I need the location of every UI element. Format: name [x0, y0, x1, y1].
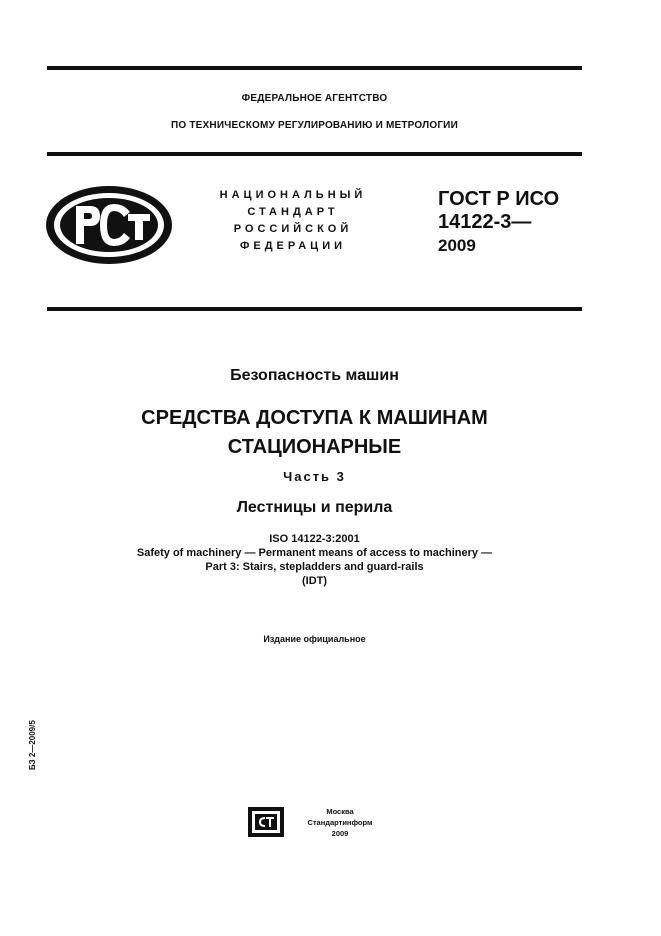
title-line-1: СРЕДСТВА ДОСТУПА К МАШИНАМ — [141, 407, 488, 429]
edition-label: Издание официальное — [263, 634, 366, 644]
gost-line-1: ГОСТ Р ИСО — [438, 188, 560, 210]
standard-rule — [47, 307, 582, 311]
header-rule — [47, 152, 582, 156]
national-line-4: ФЕДЕРАЦИИ — [239, 240, 347, 252]
subtitle: Безопасность машин — [230, 367, 399, 384]
publisher-block — [292, 806, 388, 839]
rst-logo-icon — [44, 184, 174, 266]
iso-title-line-2: Part 3: Stairs, stepladders and guard-rails — [205, 561, 424, 573]
iso-idt: (IDT) — [301, 575, 328, 587]
gost-designation — [438, 188, 588, 257]
iso-title-line-1: Safety of machinery — Permanent means of access to machinery — — [136, 547, 493, 559]
iso-reference — [47, 532, 582, 588]
standartinform-logo-icon — [247, 806, 285, 838]
gost-line-2: 14122-3— — [438, 211, 532, 233]
page-title — [47, 404, 582, 462]
publisher-year: 2009 — [331, 829, 349, 838]
publisher-name: Стандартинформ — [307, 818, 373, 827]
agency-line-2: ПО ТЕХНИЧЕСКОМУ РЕГУЛИРОВАНИЮ И МЕТРОЛОГИИ — [171, 120, 458, 131]
national-standard-block — [198, 187, 388, 255]
top-rule — [47, 66, 582, 70]
agency-line-1: ФЕДЕРАЛЬНОЕ АГЕНТСТВО — [241, 93, 388, 104]
title-line-2: СТАЦИОНАРНЫЕ — [227, 436, 402, 458]
national-line-3: РОССИЙСКОЙ — [233, 223, 353, 235]
iso-code: ISO 14122-3:2001 — [269, 533, 360, 545]
part-title: Лестницы и перила — [236, 499, 393, 516]
gost-year: 2009 — [438, 236, 476, 255]
part-number: Часть 3 — [283, 469, 346, 484]
side-code: БЗ 2—2009/5 — [28, 720, 37, 770]
national-line-1: НАЦИОНАЛЬНЫЙ — [219, 189, 367, 201]
national-line-2: СТАНДАРТ — [247, 206, 339, 218]
publisher-city: Москва — [326, 807, 354, 816]
